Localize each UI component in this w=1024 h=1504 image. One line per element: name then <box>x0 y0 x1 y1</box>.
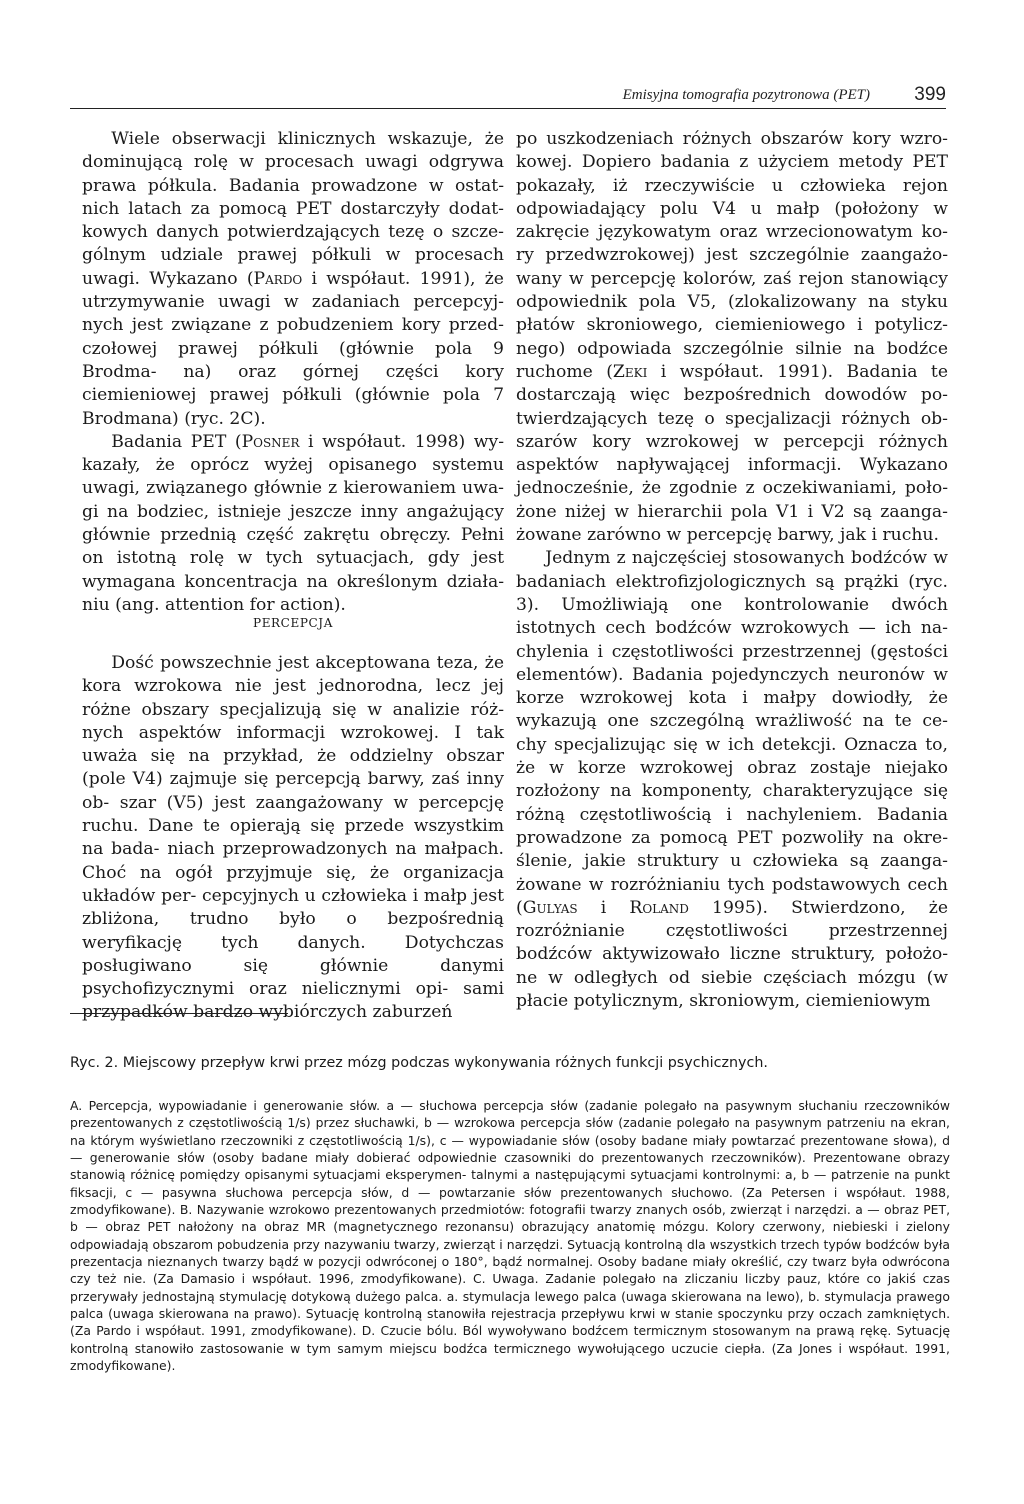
text-line: aspektów napływającej informacji. Wykazano <box>516 455 948 476</box>
text-line: gólnym udziale prawej półkuli w procesach <box>82 245 504 266</box>
text-line: wzrokowo prezentowanych przedmiotów: fotografii twarzy znanych osób, zwierząt i narzędzi. a — obraz PET, b — obraz <box>70 1202 951 1235</box>
text-line: słów, d — powtarzanie słów prezentowanych słuchowo. (Za Petersen i współaut. 1988, zmodyfikowane). B. Nazywanie <box>70 1184 950 1218</box>
text-line: zmodyfikowane). D. Czucie bólu. Ból wywoływano bodźcem termicznym stosowanym na prawą rękę. Sytuację kontrolną <box>70 1323 950 1356</box>
text-line: nych aspektów informacji wzrokowej. I tak <box>82 722 504 743</box>
text-line: badane miały powtarzać prezentowane słowa), d — generowanie słów (osoby badane miały dobierać odpowiednie czasowniki <box>70 1132 951 1166</box>
text-line: Zeki <box>612 361 648 382</box>
text-line: stanowiło zastosowanie w tym samym miejscu bodźca termicznego wywołującego uczucie ciepła. (Za Jones i współaut. <box>134 1340 909 1356</box>
right-column <box>516 128 948 1013</box>
paragraph <box>82 652 504 1025</box>
text-line: typów bodźców była prezentacja nieznanych twarzy bądź w pozycji odwróconej o 180°, bądź normalnej. Osoby badane <box>70 1236 950 1270</box>
text-line: szar (V5) jest zaangażowany w percepcję ruchu. <box>82 792 504 837</box>
text-line: nego) odpowiada szczególnie silnie na bodźce <box>516 338 948 359</box>
text-line: Dane te opierają się przede wszystkim na bada- <box>82 816 504 860</box>
text-line: półkuli (głównie pola 7 Brodmana) (ryc. 2C). <box>82 385 505 429</box>
text-line: rozłożony na komponenty, charakteryzujące się <box>516 781 948 802</box>
text-line: odpowiadają obszarom pobudzenia przy nazywaniu twarzy, zwierząt i narzędzi. Sytuacją kontrolną dla wszystkich trzech <box>70 1236 820 1252</box>
text-line: głównie przednią część zakrętu obręczy. Pełni <box>82 525 504 546</box>
figure-caption-title: Ryc. 2. Miejscowy przepływ krwi przez mózg podczas wykonywania różnych funkcji psychicznych. <box>70 1055 768 1071</box>
text-line: sami przypadków bardzo wybiórczych zaburzeń <box>82 979 504 1023</box>
text-line: w badaniach elektrofizjologicznych są prążki <box>516 548 949 592</box>
text-line: płacie potylicznym, skroniowym, ciemieniowym <box>516 990 931 1011</box>
text-line: ślenie, jakie struktury u człowieka są zaanga- <box>516 851 948 872</box>
text-line: cech ( <box>516 874 948 918</box>
page-header <box>70 78 946 109</box>
text-line: kazały, że oprócz wyżej opisanego systemu <box>82 455 504 476</box>
text-line: Jednym z najczęściej stosowanych bodźców <box>545 548 928 569</box>
text-line: Dość powszechnie jest akceptowana teza, że <box>111 653 504 673</box>
left-column-continued <box>82 652 504 1025</box>
page-number: 399 <box>914 84 946 105</box>
text-line: na) oraz górnej części kory ciemieniowej prawej <box>82 361 504 406</box>
text-line: Roland <box>629 897 689 918</box>
text-line: zakręcie językowatym oraz wrzecionowatym ko- <box>516 222 948 243</box>
text-line: różną częstotliwością i nachyleniem. Badania <box>516 804 948 825</box>
text-line: chy specjalizując się w ich detekcji. Oznacza to, <box>516 734 948 755</box>
text-line: w korze wzrokowej kota i małpy dowiodły, że <box>516 664 948 709</box>
text-line: prawa półkula. Badania prowadzone w ostat- <box>82 175 504 196</box>
text-line: że w korze wzrokowej obraz zostaje niejako <box>516 758 948 779</box>
text-line: talnymi a następującymi sytuacjami kontrolnymi: a, b — patrzenie na punkt fiksacji, c — pasywna słuchowa percepcja <box>70 1167 951 1200</box>
text-line: kora wzrokowa nie jest jednorodna, lecz jej <box>82 676 504 697</box>
text-line: niach przeprowadzonych na małpach. Choć na <box>82 839 505 883</box>
text-line: czołowej prawej półkuli (głównie pola 9 Brodma- <box>82 338 504 382</box>
text-line: kontrolną stanowiła rejestracja przepływu krwi w stanie spoczynku przy oczach zamkniętych. (Za Pardo i współaut. 1991, <box>70 1306 951 1339</box>
left-column <box>82 128 504 617</box>
text-line: uwagi. Wykazano ( <box>82 268 254 289</box>
text-line: stymulacja lewego palca (uwaga skierowana na lewo), b. stymulacja prawego palca (uwaga skierowana na prawo). Sytuację <box>70 1288 950 1322</box>
text-line: rozróżnianie częstotliwości przestrzennej <box>516 921 948 942</box>
text-line: (ryc. 3). Umożliwiają one kontrolowanie dwóch <box>516 571 948 615</box>
text-line: pokazały, iż rzeczywiście u człowieka rejon <box>516 175 948 196</box>
text-line: jednocześnie, że zgodnie z oczekiwaniami, poło- <box>516 478 948 499</box>
paragraph <box>516 547 948 1013</box>
text-line: A. Percepcja, wypowiadanie i generowanie słów. a — słuchowa percepcja słów (zadanie polegało na pasywnym słuchaniu <box>70 1098 858 1113</box>
running-title: Emisyjna tomografia pozytronowa (PET) <box>622 87 870 103</box>
text-line: i współaut. 1991). Badania te <box>647 361 948 382</box>
text-line: V4) zajmuje się percepcją barwy, zaś inny ob- <box>82 769 505 813</box>
text-line: różne obszary specjalizują się w analizie róż- <box>82 699 504 720</box>
text-line: nich latach za pomocą PET dostarczyły dodat- <box>82 198 504 219</box>
text-line: żowane w rozróżnianiu tych podstawowych <box>516 874 901 895</box>
figure-caption-body <box>70 1097 950 1375</box>
text-line: polegało na zliczaniu liczby pauz, które co jakiś czas przerywały jednostajną stymulację dotykową dużego palca. a. <box>70 1271 950 1304</box>
text-line: płatów skroniowego, ciemieniowego i potylicz- <box>516 315 948 336</box>
footnote-rule <box>70 1013 288 1014</box>
text-line: Posner <box>241 431 300 452</box>
text-line: dostarczają więc bezpośrednich dowodów po- <box>516 385 948 406</box>
text-line: utrzymywanie uwagi w zadaniach percepcyj- <box>82 292 504 313</box>
text-line: do prezentowanych rzeczowników). Prezentowane obrazy stanowią różnicę pomiędzy opisanymi sytuacjami eksperymen- <box>70 1150 950 1183</box>
text-line: 1991, zmodyfikowane). <box>70 1340 950 1374</box>
text-line: i współaut. 1998) wy- <box>299 431 504 452</box>
text-line: ne w odległych od siebie częściach mózgu (w <box>516 967 948 988</box>
text-line: Wiele obserwacji klinicznych wskazuje, że <box>111 129 504 149</box>
text-line: istotnych cech bodźców wzrokowych — ich na- <box>516 618 948 639</box>
text-line: miały określić, czy twarz była odwrócona czy też nie. (Za Damasio i współaut. 1996, zmodyfikowane). C. Uwaga. Zadanie <box>70 1254 950 1287</box>
text-line: wymagana koncentracja na określonym działa- <box>82 571 504 592</box>
text-line: danymi psychofizycznymi oraz nielicznymi opi- <box>82 955 504 1000</box>
text-line: gi na bodziec, istnieje jeszcze inny angażujący <box>82 501 504 522</box>
text-line: i <box>577 897 630 918</box>
text-line: Badania PET ( <box>111 431 242 452</box>
text-line: żone niżej w hierarchii pola V1 i V2 są zaanga- <box>516 501 948 522</box>
text-line: uważa się na przykład, że oddzielny obszar (pole <box>82 746 504 790</box>
text-line: odpowiednik pola V5, (zlokalizowany na styku <box>516 292 948 313</box>
text-line: po uszkodzeniach różnych obszarów kory wzro- <box>516 129 948 149</box>
text-line: cepcyjnych u człowieka i małp jest zbliżona, <box>82 885 504 930</box>
paragraph <box>516 128 948 547</box>
text-line: prowadzone za pomocą PET pozwoliły na okre- <box>516 827 948 848</box>
caption-paragraph <box>70 1097 950 1375</box>
text-line: elementów). Badania pojedynczych neuronów <box>516 664 925 685</box>
text-line: bodźców aktywizowało liczne struktury, położo- <box>516 944 948 965</box>
text-line: trudno było o bezpośrednią weryfikację tych <box>82 909 504 953</box>
text-line: on istotną rolę w tych sytuacjach, gdy jest <box>82 548 504 569</box>
text-line: kowych danych potwierdzających tezę o szcze- <box>82 222 504 243</box>
text-line: żowane zarówno w percepcję barwy, jak i ruchu. <box>516 525 939 546</box>
text-line: odpowiadający polu V4 u małp (położony w <box>516 198 948 219</box>
text-line: niu (ang. attention for action). <box>82 594 346 615</box>
text-line: rzeczowników prezentowanych z częstotliwością 1/s) przez słuchawki, b — wzrokowa percepcja słów (zadanie polegało na <box>70 1098 950 1131</box>
text-line: nych jest związane z pobudzeniem kory przed- <box>82 315 504 336</box>
text-line: Gulyas <box>522 897 578 918</box>
paragraph <box>82 431 504 617</box>
text-line: Pardo <box>253 268 303 289</box>
text-line: szarów kory wzrokowej w percepcji różnych <box>516 431 948 452</box>
paragraph <box>82 128 504 431</box>
text-line: ruchome ( <box>516 361 613 382</box>
text-line: danych. Dotychczas posługiwano się głównie <box>82 932 504 976</box>
text-line: uwagi, związanego głównie z kierowaniem uwa- <box>82 478 504 499</box>
text-line: chylenia i częstotliwości przestrzennej (gęstości <box>516 641 948 662</box>
section-heading: PERCEPCJA <box>253 616 333 630</box>
text-line: twierdzających tezę o specjalizacji różnych ob- <box>516 408 948 429</box>
text-line: wykazują one szczególną wrażliwość na te ce- <box>516 711 948 732</box>
text-line: pasywnym patrzeniu na ekran, na którym wyświetlano rzeczowniki z częstotliwością 1/s), c — wypowiadanie słów (osoby <box>70 1115 950 1148</box>
text-line: ry przedwzrokowej) jest szczególnie zaangażo- <box>516 245 948 266</box>
text-line: ogół przyjmuje się, że organizacja układów per- <box>82 862 504 906</box>
text-line: PET nałożony na obraz MR (magnetycznego rezonansu) obrazujący anatomię mózgu. Kolory czerwony, niebieski i zielony <box>147 1219 950 1235</box>
text-line: i współaut. 1991), że <box>302 268 504 289</box>
text-line: 1995). Stwierdzono, że <box>688 897 948 918</box>
text-line: kowej. Dopiero badania z użyciem metody PET <box>516 152 948 173</box>
text-line: wany w percepcję kolorów, zaś rejon stanowiący <box>516 268 948 289</box>
text-line: dominującą rolę w procesach uwagi odgrywa <box>82 152 504 173</box>
